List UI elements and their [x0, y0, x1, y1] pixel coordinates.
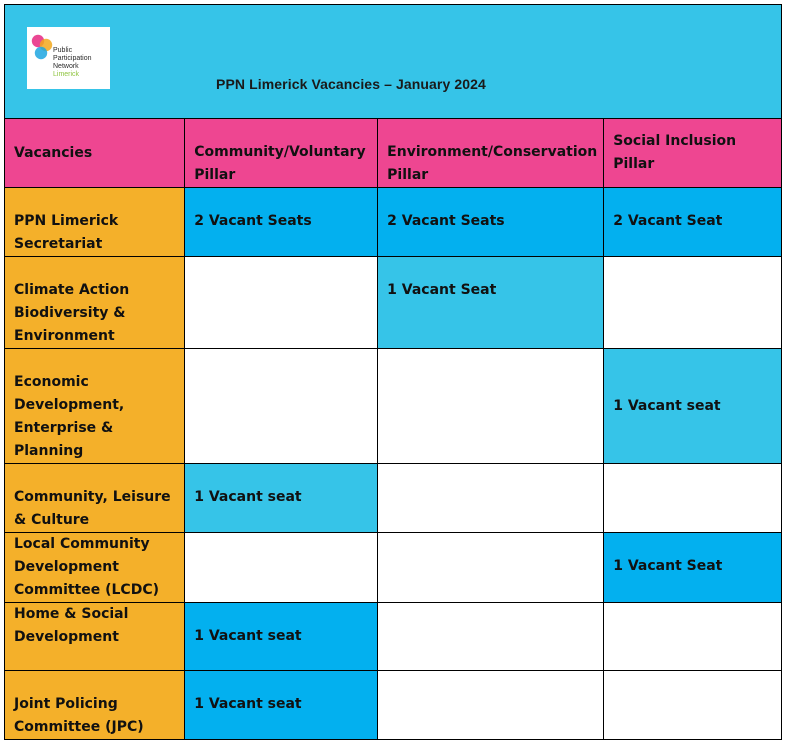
page-title: PPN Limerick Vacancies – January 2024 [216, 76, 486, 92]
row-label: Climate Action Biodiversity & Environment [5, 257, 185, 349]
table-row [5, 188, 782, 257]
vacancy-cell [378, 464, 604, 533]
vacancy-cell: 2 Vacant Seats [378, 188, 604, 257]
logo-line-4: Limerick [53, 71, 80, 78]
header-cell-environment-conservation: Environment/Conservation Pillar [378, 119, 604, 188]
ppn-logo [27, 27, 110, 89]
logo-wordmark [53, 47, 92, 79]
vacancy-cell: 1 Vacant seat [185, 603, 378, 671]
row-label: Home & Social Development [5, 603, 185, 671]
vacancies-document [4, 4, 782, 734]
header-row [5, 119, 782, 188]
table-row [5, 257, 782, 349]
table-row [5, 349, 782, 464]
row-label: PPN Limerick Secretariat [5, 188, 185, 257]
vacancy-cell [604, 257, 782, 349]
row-label: Local Community Development Committee (LCDC) [5, 533, 185, 603]
logo-line-1: Public [53, 47, 73, 54]
vacancy-cell: 1 Vacant Seat [378, 257, 604, 349]
vacancy-cell: 1 Vacant seat [185, 464, 378, 533]
logo-line-2: Participation [53, 55, 92, 62]
table-row [5, 671, 782, 740]
vacancy-cell: 2 Vacant Seats [185, 188, 378, 257]
vacancy-cell [185, 257, 378, 349]
header-cell-community-voluntary: Community/Voluntary Pillar [185, 119, 378, 188]
vacancy-cell [185, 349, 378, 464]
vacancy-cell [378, 533, 604, 603]
table-row [5, 533, 782, 603]
vacancy-cell [378, 349, 604, 464]
row-label: Economic Development, Enterprise & Planning [5, 349, 185, 464]
vacancy-cell [378, 603, 604, 671]
vacancy-cell [604, 464, 782, 533]
vacancy-cell: 2 Vacant Seat [604, 188, 782, 257]
vacancy-cell: 1 Vacant seat [604, 349, 782, 464]
vacancy-cell [378, 671, 604, 740]
logo-line-3: Network [53, 63, 79, 70]
header-cell-social-inclusion: Social Inclusion Pillar [604, 119, 782, 188]
vacancies-table [4, 118, 782, 740]
title-banner [4, 4, 782, 119]
header-cell-vacancies: Vacancies [5, 119, 185, 188]
vacancy-cell [185, 533, 378, 603]
table-row [5, 464, 782, 533]
table-row [5, 603, 782, 671]
vacancy-cell [604, 671, 782, 740]
vacancy-cell: 1 Vacant Seat [604, 533, 782, 603]
ppn-logo-dots-icon [31, 33, 55, 63]
vacancy-cell [604, 603, 782, 671]
row-label: Joint Policing Committee (JPC) [5, 671, 185, 740]
row-label: Community, Leisure & Culture [5, 464, 185, 533]
vacancy-cell: 1 Vacant seat [185, 671, 378, 740]
